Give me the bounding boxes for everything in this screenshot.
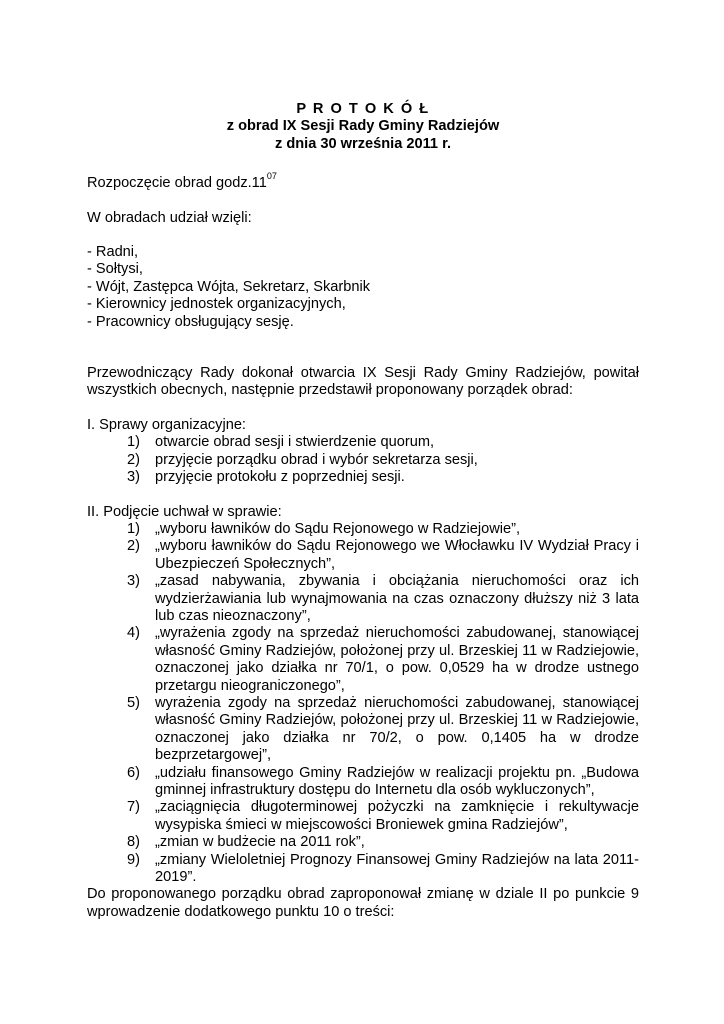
agenda-item: 1) otwarcie obrad sesji i stwierdzenie quorum, — [127, 434, 435, 451]
participant-item: - Radni, — [87, 244, 139, 261]
document-title: P R O T O K Ó Ł — [296, 101, 430, 117]
opening-label: Rozpoczęcie obrad godz.11 — [87, 175, 267, 192]
resolution-item: 6) „udziału finansowego Gminy Radziejów w realizacji projektu pn. „Budowa gminnej infrastruktury dostępu do Internetu dla osób wykluczonych”, — [127, 764, 639, 798]
section-1-list — [87, 434, 639, 486]
opening-time — [87, 171, 639, 192]
resolution-item: 5) wyrażenia zgody na sprzedaż nieruchomości zabudowanej, stanowiącej własność Gminy Radziejów, położonej przy ul. Brzeskiej 11 w Radziejowie, oznaczonej jako działka nr 70/2, o pow. 0,1405 ha w drodze bezprzetargowej”, — [127, 694, 639, 764]
closing-paragraph: Do proponowanego porządku obrad zaproponował zmianę w dziale II po punkcie 9 wprowadzenie dodatkowego punktu 10 o treści: — [87, 886, 639, 920]
section-1-heading: I. Sprawy organizacyjne: — [87, 416, 246, 433]
participant-item: - Sołtysi, — [87, 261, 143, 278]
participants-list — [87, 244, 639, 331]
resolution-item: 9) „zmiany Wieloletniej Prognozy Finansowej Gminy Radziejów na lata 2011-2019”. — [127, 851, 639, 886]
opening-minutes: 07 — [266, 171, 277, 182]
resolution-item: 8) „zmian w budżecie na 2011 rok”, — [127, 834, 365, 851]
document-body — [87, 101, 639, 921]
section-2-heading: II. Podjęcie uchwał w sprawie: — [87, 503, 282, 520]
resolution-item: 7) „zaciągnięcia długoterminowej pożyczki na zamknięcie i rekultywacje wysypiska śmieci w miejscowości Broniewek gmina Radziejów”, — [127, 799, 639, 833]
agenda-item: 3) przyjęcie protokołu z poprzedniej sesji. — [127, 469, 405, 486]
participant-item: - Pracownicy obsługujący sesję. — [87, 313, 294, 330]
document-subtitle-session: z obrad IX Sesji Rady Gminy Radziejów — [226, 118, 500, 135]
resolution-item: 1) „wyboru ławników do Sądu Rejonowego w Radziejowie”, — [127, 520, 521, 537]
resolution-item: 2) „wyboru ławników do Sądu Rejonowego we Włocławku IV Wydział Pracy i Ubezpieczeń Społecznych”, — [127, 538, 639, 572]
intro-paragraph: Przewodniczący Rady dokonał otwarcia IX Sesji Rady Gminy Radziejów, powitał wszystkich obecnych, następnie przedstawił proponowany porządek obrad: — [87, 365, 639, 399]
resolution-item: 3) „zasad nabywania, zbywania i obciążania nieruchomości oraz ich wydzierżawiania lub wynajmowania na czas oznaczony dłuższy niż 3 lata lub czas nieoznaczony”, — [127, 573, 639, 624]
participants-heading: W obradach udział wzięli: — [87, 209, 252, 226]
document-subtitle-date: z dnia 30 września 2011 r. — [274, 135, 452, 152]
resolution-item: 4) „wyrażenia zgody na sprzedaż nieruchomości zabudowanej, stanowiącej własność Gminy Radziejów, położonej przy ul. Brzeskiej 11 w Radziejowie, oznaczonej jako działka nr 70/1, o pow. 0,0529 ha w drodze ustnego przetargu nieograniczonego”, — [127, 625, 639, 694]
participant-item: - Wójt, Zastępca Wójta, Sekretarz, Skarbnik — [87, 278, 371, 295]
section-2-list — [87, 521, 639, 887]
participant-item: - Kierownicy jednostek organizacyjnych, — [87, 296, 346, 313]
agenda-item: 2) przyjęcie porządku obrad i wybór sekretarza sesji, — [127, 451, 478, 468]
